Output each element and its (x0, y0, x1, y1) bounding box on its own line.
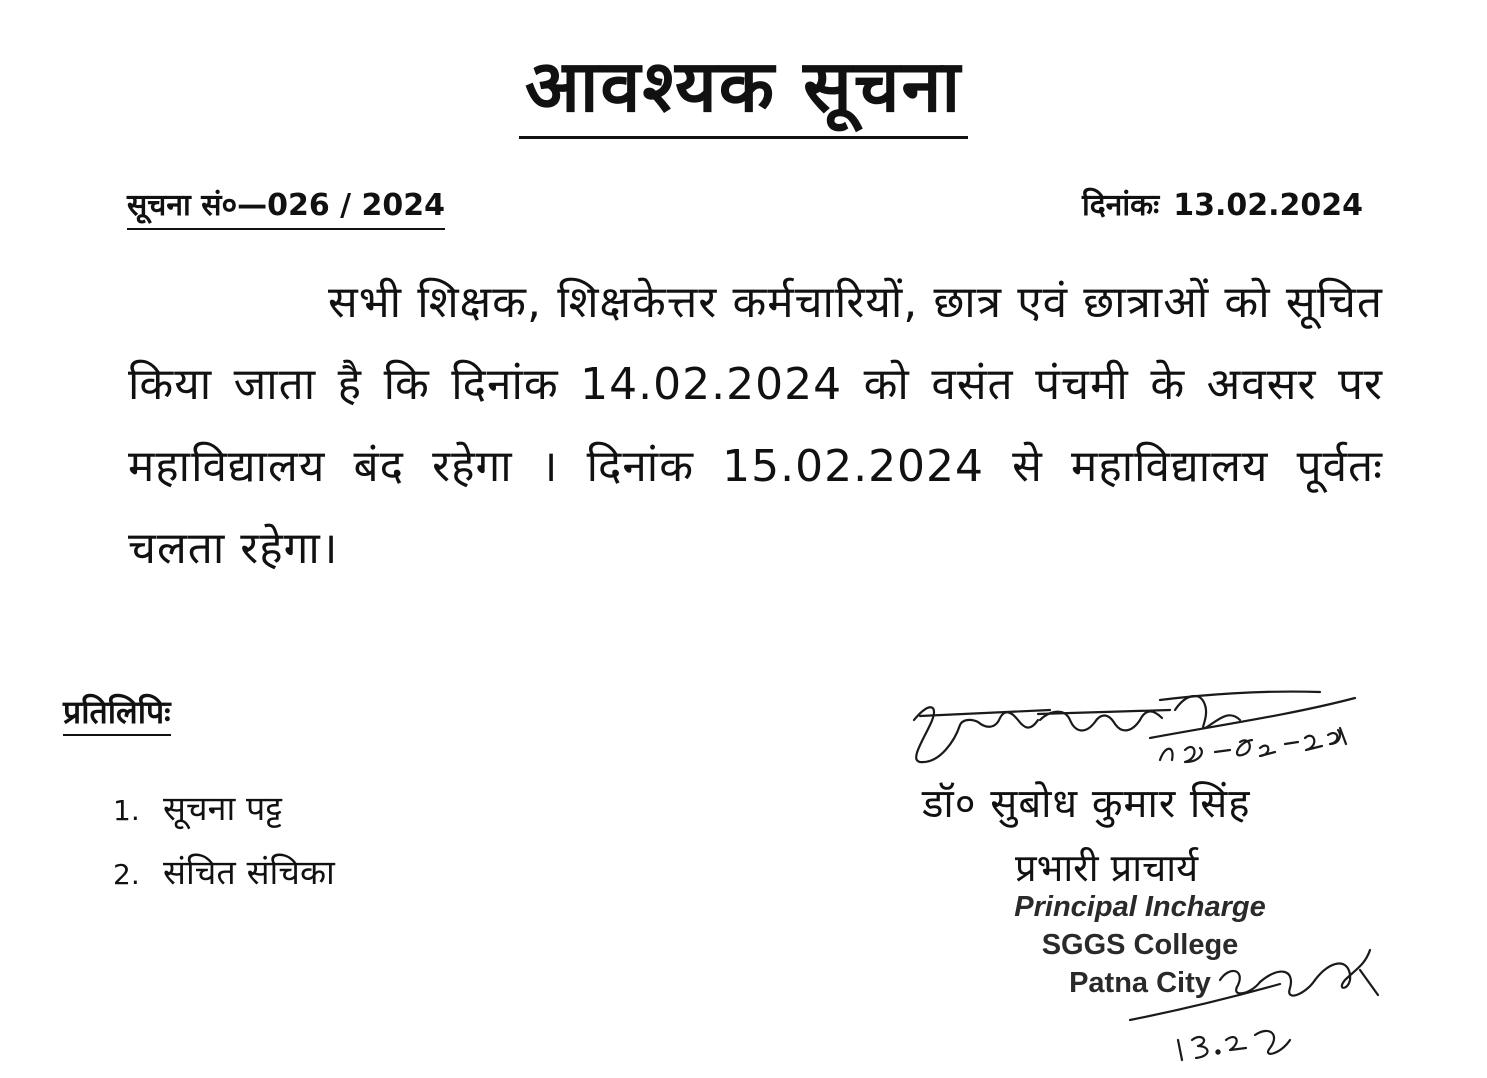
copy-label: प्रतिलिपिः (63, 690, 171, 736)
copy-item-text: संचित संचिका (163, 853, 335, 893)
copy-list-item (113, 842, 335, 906)
copy-list (113, 778, 335, 906)
notice-body: सभी शिक्षक, शिक्षकेत्तर कर्मचारियों, छात्र एवं छात्राओं को सूचित किया जाता है कि दिनांक 14.02.2024 को वसंत पंचमी के अवसर पर महाविद्यालय बंद रहेगा । दिनांक 15.02.2024 से महाविद्यालय पूर्वतः चलता रहेगा। (128, 277, 1383, 574)
signatory-designation: प्रभारी प्राचार्य (1015, 846, 1199, 890)
copy-list-item (113, 778, 335, 842)
stamp-line-college: SGGS College (1041, 929, 1239, 961)
notice-number: सूचना सं०—026 / 2024 (127, 184, 445, 230)
notice-date (1082, 184, 1363, 228)
copy-item-text: सूचना पट्ट (163, 789, 282, 829)
signatory-name: डॉ० सुबोध कुमार सिंह (922, 781, 1251, 827)
notice-title (0, 38, 1487, 139)
notice-date-value: 13.02.2024 (1173, 188, 1363, 223)
notice-date-label: दिनांकः (1081, 188, 1160, 223)
stamp-initials-signature (1120, 940, 1390, 1070)
copy-item-number: 1. (113, 794, 140, 827)
copy-item-number: 2. (113, 858, 140, 891)
stamp-line-city: Patna City (1069, 967, 1211, 999)
notice-title-text: आवश्यक सूचना (519, 38, 968, 139)
handwritten-signature (900, 680, 1370, 780)
stamp-line-designation: Principal Incharge (1014, 891, 1266, 923)
